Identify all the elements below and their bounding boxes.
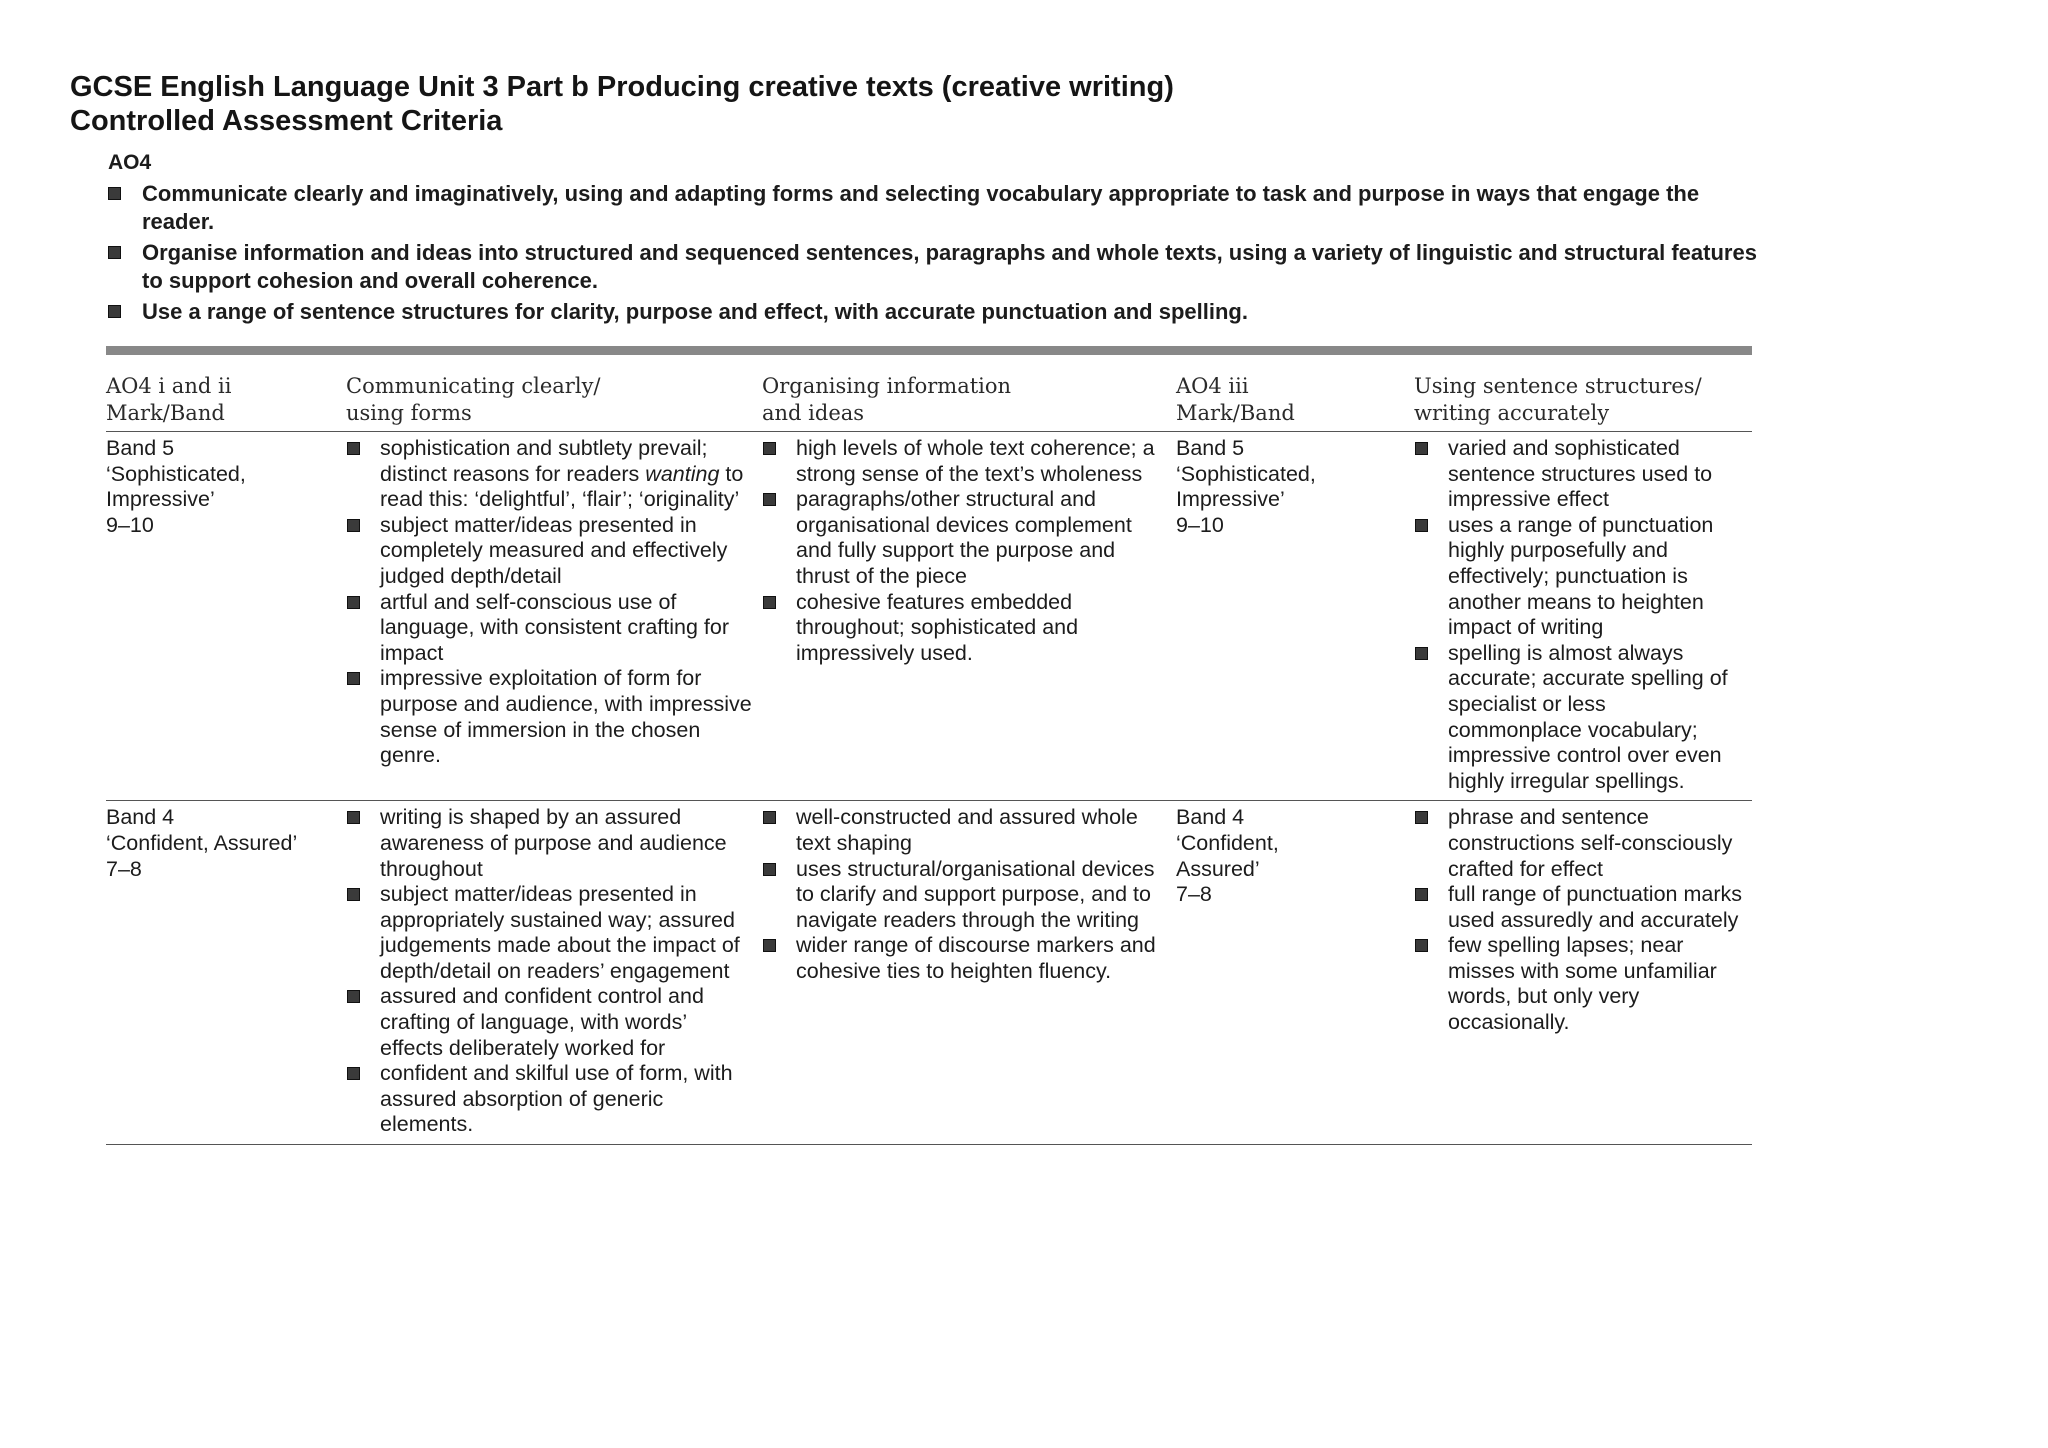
- band-cell: Band 4 ‘Confident, Assured’ 7–8: [106, 805, 298, 881]
- bullet-square-icon: [108, 187, 121, 200]
- list-item: paragraphs/other structural and organisational devices complement and fully support the purpose and thrust of the piece: [762, 487, 1176, 589]
- table-row: [106, 801, 1752, 1144]
- list-item: phrase and sentence constructions self-consciously crafted for effect: [1414, 805, 1752, 882]
- list-item: wider range of discourse markers and cohesive ties to heighten fluency.: [762, 933, 1176, 984]
- bullet-square-icon: [1415, 442, 1428, 455]
- organising-cell: [762, 432, 1176, 800]
- list-item: subject matter/ideas presented in appropriately sustained way; assured judgements made about the impact of depth/detail on readers’ engagement: [346, 882, 762, 984]
- list-item: subject matter/ideas presented in completely measured and effectively judged depth/detail: [346, 513, 762, 590]
- criteria-table: [106, 346, 1752, 1145]
- band-cell: Band 5 ‘Sophisticated, Impressive’ 9–10: [1176, 436, 1316, 537]
- bullet-square-icon: [1415, 647, 1428, 660]
- band-cell: Band 4 ‘Confident, Assured’ 7–8: [1176, 805, 1279, 907]
- ao-item: Use a range of sentence structures for clarity, purpose and effect, with accurate punctuation and spelling.: [108, 298, 1758, 326]
- communicating-cell: [346, 432, 762, 800]
- header-ao4-iii: AO4 iii Mark/Band: [1176, 374, 1295, 425]
- list-item: assured and confident control and crafting of language, with words’ effects deliberately worked for: [346, 984, 762, 1061]
- bullet-square-icon: [347, 672, 360, 685]
- bullet-square-icon: [347, 519, 360, 532]
- list-item: well-constructed and assured whole text shaping: [762, 805, 1176, 856]
- table-row: [106, 432, 1752, 801]
- band-cell: Band 5 ‘Sophisticated, Impressive’ 9–10: [106, 436, 246, 537]
- list-item: artful and self-conscious use of language, with consistent crafting for impact: [346, 590, 762, 667]
- list-item: high levels of whole text coherence; a strong sense of the text’s wholeness: [762, 436, 1176, 487]
- list-item: impressive exploitation of form for purpose and audience, with impressive sense of immersion in the chosen genre.: [346, 666, 762, 768]
- header-communicating: Communicating clearly/ using forms: [346, 374, 601, 425]
- bullet-square-icon: [1415, 519, 1428, 532]
- list-item: cohesive features embedded throughout; sophisticated and impressively used.: [762, 590, 1176, 667]
- list-item: full range of punctuation marks used assuredly and accurately: [1414, 882, 1752, 933]
- list-item: confident and skilful use of form, with assured absorption of generic elements.: [346, 1061, 762, 1138]
- bullet-square-icon: [763, 863, 776, 876]
- ao-label: AO4: [108, 151, 152, 174]
- list-item: writing is shaped by an assured awareness of purpose and audience throughout: [346, 805, 762, 882]
- bullet-square-icon: [763, 939, 776, 952]
- bullet-square-icon: [108, 246, 121, 259]
- bullet-square-icon: [347, 990, 360, 1003]
- bullet-square-icon: [763, 442, 776, 455]
- document-title: [70, 70, 1174, 138]
- bullet-square-icon: [763, 596, 776, 609]
- bullet-square-icon: [347, 811, 360, 824]
- ao-item: Communicate clearly and imaginatively, using and adapting forms and selecting vocabulary appropriate to task and purpose in ways that engage the reader.: [108, 180, 1758, 236]
- list-item: sophistication and subtlety prevail; distinct reasons for readers wanting to read this: ‘delightful’, ‘flair’; ‘originality’: [346, 436, 762, 513]
- header-ao4-i-ii: AO4 i and ii Mark/Band: [106, 374, 232, 425]
- list-item: uses structural/organisational devices to clarify and support purpose, and to navigate readers through the writing: [762, 857, 1176, 934]
- bullet-square-icon: [347, 1067, 360, 1080]
- bullet-square-icon: [347, 442, 360, 455]
- sentence-structures-cell: [1414, 801, 1752, 1144]
- assessment-objectives: [108, 150, 1758, 329]
- bullet-square-icon: [1415, 939, 1428, 952]
- bullet-square-icon: [1415, 811, 1428, 824]
- table-header: [106, 355, 1752, 432]
- list-item: few spelling lapses; near misses with some unfamiliar words, but only very occasionally.: [1414, 933, 1752, 1035]
- bullet-square-icon: [347, 888, 360, 901]
- sentence-structures-cell: [1414, 432, 1752, 800]
- header-organising: Organising information and ideas: [762, 374, 1012, 425]
- title-line-1: GCSE English Language Unit 3 Part b Producing creative texts (creative writing): [70, 71, 1174, 103]
- bullet-square-icon: [763, 811, 776, 824]
- title-line-2: Controlled Assessment Criteria: [70, 105, 503, 137]
- bullet-square-icon: [763, 493, 776, 506]
- list-item: spelling is almost always accurate; accurate spelling of specialist or less commonplace vocabulary; impressive control over even highly irregular spellings.: [1414, 641, 1752, 795]
- header-sentence-structures: Using sentence structures/ writing accurately: [1414, 374, 1702, 425]
- bullet-square-icon: [108, 305, 121, 318]
- bullet-square-icon: [1415, 888, 1428, 901]
- ao-item: Organise information and ideas into structured and sequenced sentences, paragraphs and whole texts, using a variety of linguistic and structural features to support cohesion and overall coherence.: [108, 239, 1758, 295]
- list-item: varied and sophisticated sentence structures used to impressive effect: [1414, 436, 1752, 513]
- organising-cell: [762, 801, 1176, 1144]
- communicating-cell: [346, 801, 762, 1144]
- list-item: uses a range of punctuation highly purposefully and effectively; punctuation is another means to heighten impact of writing: [1414, 513, 1752, 641]
- bullet-square-icon: [347, 596, 360, 609]
